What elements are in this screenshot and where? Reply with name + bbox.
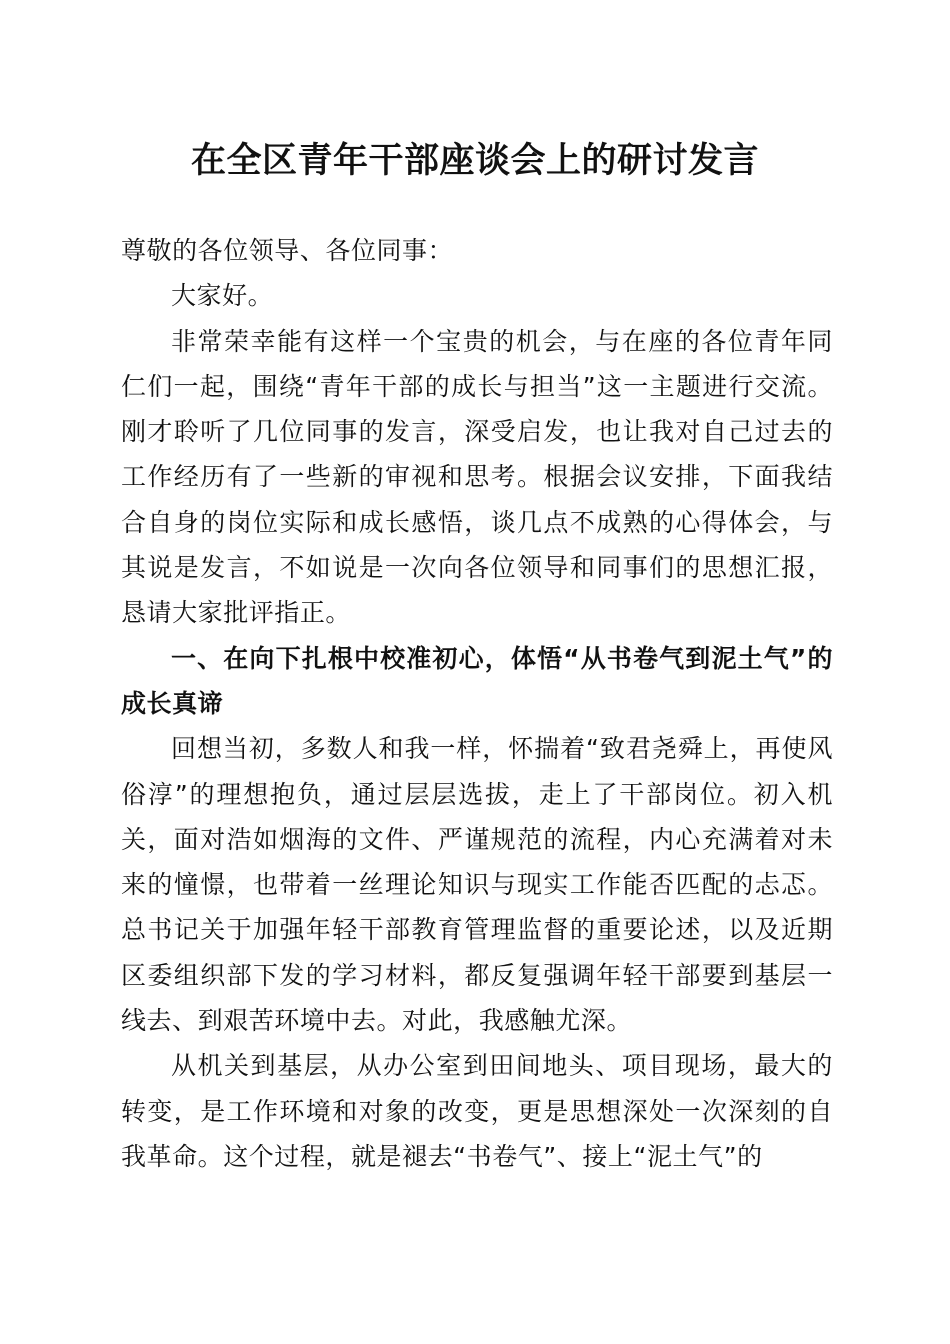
intro-paragraph: 非常荣幸能有这样一个宝贵的机会，与在座的各位青年同仁们一起，围绕“青年干部的成长与担当”这一主题进行交流。刚才聆听了几位同事的发言，深受启发，也让我对自己过去的工作经历有了一些新的审视和思考。根据会议安排，下面我结合自身的岗位实际和成长感悟，谈几点不成熟的心得体会，与其说是发言，不如说是一次向各位领导和同事们的思想汇报，恳请大家批评指正。 (121, 326, 833, 628)
greeting: 大家好。 (171, 281, 274, 311)
document-body (121, 228, 833, 1179)
section-1-paragraph-1: 回想当初，多数人和我一样，怀揣着“致君尧舜上，再使风俗淳”的理想抱负，通过层层选拔，走上了干部岗位。初入机关，面对浩如烟海的文件、严谨规范的流程，内心充满着对未来的憧憬，也带着一丝理论知识与现实工作能否匹配的忐忑。总书记关于加强年轻干部教育管理监督的重要论述，以及近期区委组织部下发的学习材料，都反复强调年轻干部要到基层一线去、到艰苦环境中去。对此，我感触尤深。 (121, 734, 833, 1036)
section-1-heading: 一、在向下扎根中校准初心，体悟“从书卷气到泥土气”的成长真谛 (121, 643, 833, 718)
document-title: 在全区青年干部座谈会上的研讨发言 (190, 140, 759, 181)
section-1-paragraph-2: 从机关到基层，从办公室到田间地头、项目现场，最大的转变，是工作环境和对象的改变，更是思想深处一次深刻的自我革命。这个过程，就是褪去“书卷气”、接上“泥土气”的 (121, 1051, 833, 1171)
salutation: 尊敬的各位领导、各位同事： (121, 236, 454, 265)
